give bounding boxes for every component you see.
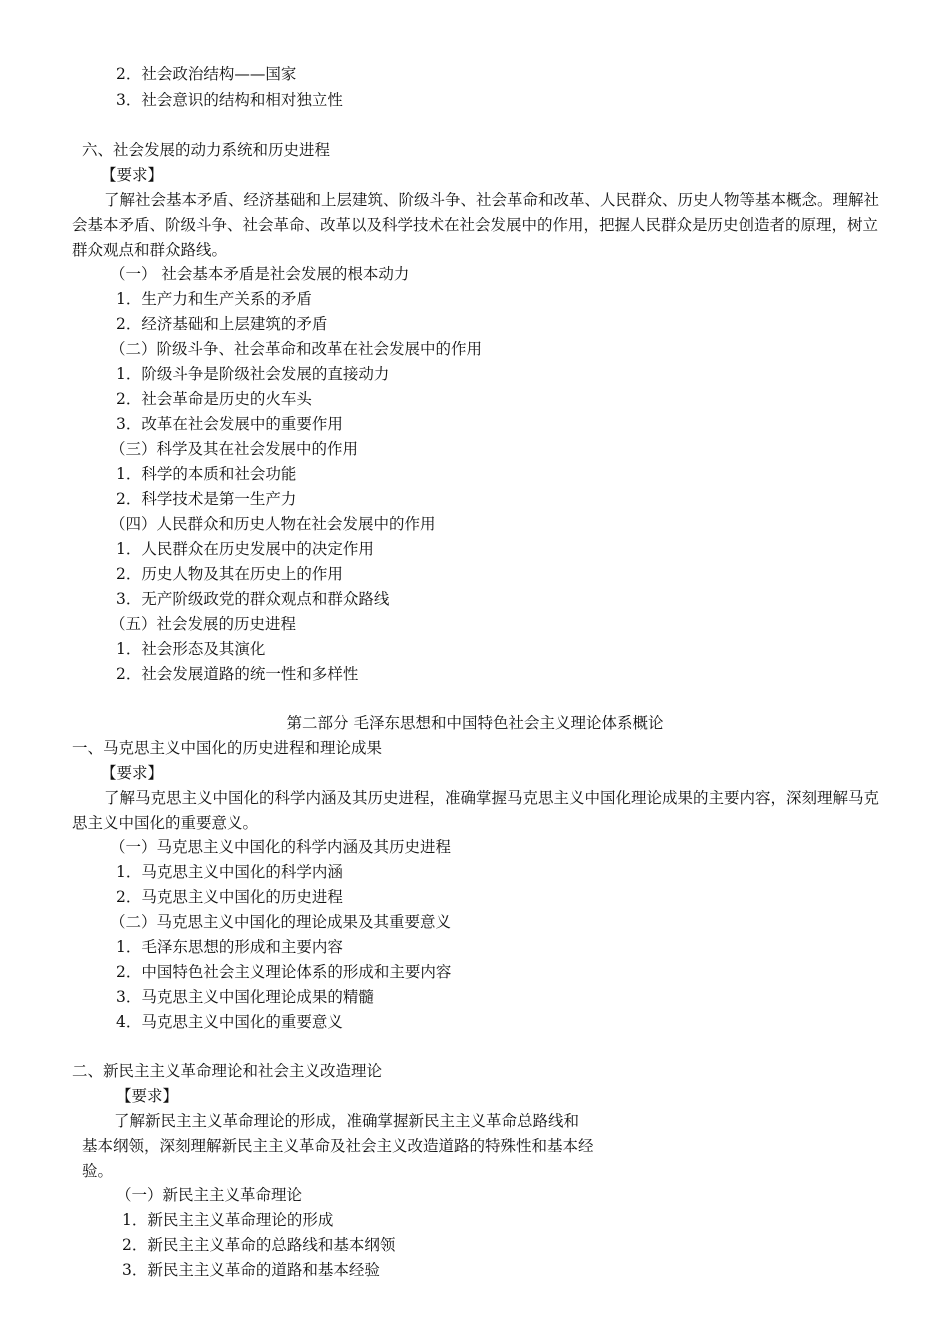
list-item: （一）马克思主义中国化的科学内涵及其历史进程 <box>110 838 452 856</box>
list-item: 3．新民主主义革命的道路和基本经验 <box>122 1261 380 1279</box>
list-item: （一）新民主主义革命理论 <box>116 1186 303 1204</box>
list-item: 3．无产阶级政党的群众观点和群众路线 <box>116 590 390 608</box>
list-item: 2．历史人物及其在历史上的作用 <box>116 565 343 583</box>
list-item: 1．新民主主义革命理论的形成 <box>122 1211 334 1229</box>
section-heading: 六、社会发展的动力系统和历史进程 <box>82 141 331 159</box>
list-item: （二）马克思主义中国化的理论成果及其重要意义 <box>110 913 452 931</box>
requirement-label: 【要求】 <box>101 764 164 782</box>
list-item: 1．科学的本质和社会功能 <box>116 465 297 483</box>
list-item: 2．科学技术是第一生产力 <box>116 490 297 508</box>
list-item: 2．经济基础和上层建筑的矛盾 <box>116 315 328 333</box>
list-item: 1．阶级斗争是阶级社会发展的直接动力 <box>116 365 390 383</box>
list-item: 2．社会政治结构——国家 <box>116 65 297 83</box>
requirement-label: 【要求】 <box>101 166 164 184</box>
list-item: 2．中国特色社会主义理论体系的形成和主要内容 <box>116 963 452 981</box>
list-item: 1．社会形态及其演化 <box>116 640 266 658</box>
section-heading: 一、马克思主义中国化的历史进程和理论成果 <box>72 739 383 757</box>
list-item: 3．改革在社会发展中的重要作用 <box>116 415 343 433</box>
list-item: 2．社会发展道路的统一性和多样性 <box>116 665 359 683</box>
list-item: 3．社会意识的结构和相对独立性 <box>116 91 343 109</box>
requirement-text: 了解新民主主义革命理论的形成，准确掌握新民主主义革命总路线和基本纲领，深刻理解新民主主义革命及社会主义改造道路的特殊性和基本经验。 <box>82 1112 594 1180</box>
requirement-text: 了解马克思主义中国化的科学内涵及其历史进程，准确掌握马克思主义中国化理论成果的主要内容，深刻理解马克思主义中国化的重要意义。 <box>72 789 880 832</box>
list-item: （二）阶级斗争、社会革命和改革在社会发展中的作用 <box>110 340 483 358</box>
requirement-text: 了解社会基本矛盾、经济基础和上层建筑、阶级斗争、社会革命和改革、人民群众、历史人物等基本概念。理解社会基本矛盾、阶级斗争、社会革命、改革以及科学技术在社会发展中的作用，把握人民群众是历史创造者的原理，树立群众观点和群众路线。 <box>72 191 880 259</box>
list-item: （四）人民群众和历史人物在社会发展中的作用 <box>110 515 436 533</box>
requirement-label: 【要求】 <box>116 1087 179 1105</box>
list-item: 2．马克思主义中国化的历史进程 <box>116 888 343 906</box>
list-item: 1．生产力和生产关系的矛盾 <box>116 290 312 308</box>
list-item: 4．马克思主义中国化的重要意义 <box>116 1013 343 1031</box>
list-item: 2．新民主主义革命的总路线和基本纲领 <box>122 1236 396 1254</box>
list-item: 3．马克思主义中国化理论成果的精髓 <box>116 988 374 1006</box>
list-item: 2．社会革命是历史的火车头 <box>116 390 312 408</box>
list-item: （一） 社会基本矛盾是社会发展的根本动力 <box>110 265 410 283</box>
list-item: （三）科学及其在社会发展中的作用 <box>110 440 359 458</box>
section-heading: 二、新民主主义革命理论和社会主义改造理论 <box>72 1062 383 1080</box>
list-item: （五）社会发展的历史进程 <box>110 615 297 633</box>
list-item: 1．人民群众在历史发展中的决定作用 <box>116 540 374 558</box>
list-item: 1．马克思主义中国化的科学内涵 <box>116 863 343 881</box>
part-title: 第二部分 毛泽东思想和中国特色社会主义理论体系概论 <box>286 714 664 732</box>
list-item: 1．毛泽东思想的形成和主要内容 <box>116 938 343 956</box>
